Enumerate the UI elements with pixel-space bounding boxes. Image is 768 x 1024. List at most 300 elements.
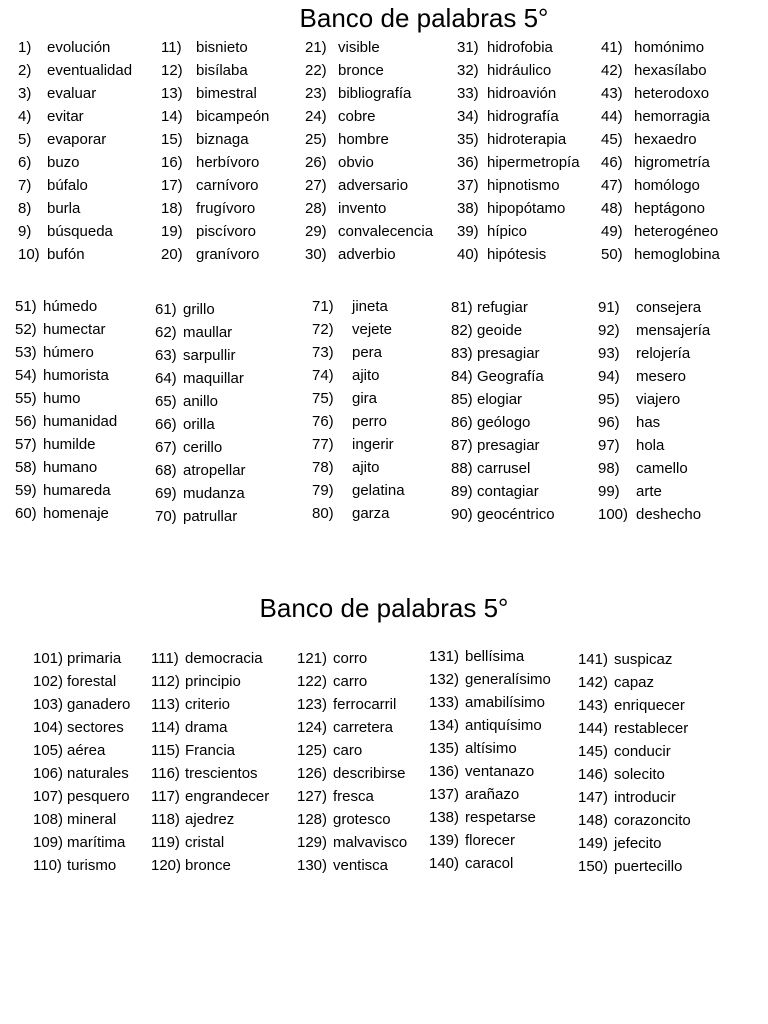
item-number: 142) [578,674,609,691]
item-word: herbívoro [196,154,260,171]
item-number: 118) [151,811,180,828]
list-item [297,854,407,877]
list-item [578,694,691,717]
item-word: mudanza [183,485,245,502]
word-column [155,298,246,528]
item-word: Francia [185,742,236,759]
list-item [297,647,407,670]
list-item [15,502,117,525]
list-item [297,693,407,716]
item-number: 29) [305,223,327,240]
item-number: 84) [451,368,473,385]
item-number: 77) [312,436,334,453]
list-item [312,479,405,502]
item-word: higrometría [634,154,710,171]
word-column [598,296,710,526]
item-number: 45) [601,131,623,148]
item-number: 28) [305,200,327,217]
item-number: 105) [33,742,64,759]
item-number: 100) [598,506,629,523]
item-number: 90) [451,506,473,523]
item-number: 58) [15,459,37,476]
item-number: 22) [305,62,327,79]
word-column [451,296,555,526]
item-word: jineta [352,298,388,315]
item-number: 71) [312,298,334,315]
list-item [578,740,691,763]
item-word: sectores [67,719,124,736]
item-number: 53) [15,344,37,361]
item-number: 117) [151,788,180,805]
item-word: hombre [338,131,389,148]
item-word: marítima [67,834,126,851]
item-word: evaluar [47,85,97,102]
item-word: bibliografía [338,85,412,102]
list-item [297,670,407,693]
item-word: hola [636,437,665,454]
list-item [598,388,710,411]
list-item [598,480,710,503]
item-word: bimestral [196,85,257,102]
list-item [15,295,117,318]
item-number: 31) [457,39,479,56]
item-word: orilla [183,416,215,433]
list-item [161,151,269,174]
list-item [151,693,269,716]
list-item [18,197,132,220]
item-word: primaria [67,650,122,667]
item-number: 64) [155,370,177,387]
item-word: evolución [47,39,111,56]
item-word: bicampeón [196,108,270,125]
list-item [578,717,691,740]
item-number: 19) [161,223,183,240]
item-word: ganadero [67,696,131,713]
list-item [312,341,405,364]
item-word: jefecito [614,835,662,852]
item-word: humilde [43,436,96,453]
item-number: 102) [33,673,64,690]
item-word: ajito [352,459,380,476]
list-item [451,434,555,457]
item-word: convalecencia [338,223,434,240]
item-word: introducir [614,789,676,806]
item-word: refugiar [477,299,528,316]
list-item [451,296,555,319]
item-word: búfalo [47,177,88,194]
list-item [155,436,246,459]
list-item [601,197,720,220]
list-item [151,762,269,785]
list-item [451,388,555,411]
item-word: contagiar [477,483,539,500]
item-word: homenaje [43,505,109,522]
item-word: piscívoro [196,223,257,240]
item-word: carretera [333,719,394,736]
item-number: 141) [578,651,609,668]
item-number: 120) [151,857,182,874]
list-item [161,197,269,220]
item-word: trescientos [185,765,258,782]
word-column [151,647,269,877]
list-item [578,671,691,694]
list-item [578,832,691,855]
item-number: 75) [312,390,334,407]
item-word: eventualidad [47,62,133,79]
list-item [598,342,710,365]
list-item [161,220,269,243]
item-word: turismo [67,857,117,874]
item-number: 108) [33,811,64,828]
word-column [312,295,405,525]
item-word: humano [43,459,98,476]
item-word: deshecho [636,506,702,523]
item-word: vejete [352,321,393,338]
item-word: naturales [67,765,129,782]
item-number: 93) [598,345,620,362]
item-number: 134) [429,717,460,734]
item-number: 145) [578,743,609,760]
item-number: 41) [601,39,623,56]
list-item [33,762,130,785]
item-number: 94) [598,368,620,385]
list-item [15,387,117,410]
item-word: buzo [47,154,80,171]
item-word: húmedo [43,298,98,315]
item-word: biznaga [196,131,249,148]
list-item [601,243,720,266]
list-item [601,59,720,82]
list-item [578,763,691,786]
item-word: arte [636,483,662,500]
item-number: 85) [451,391,473,408]
list-item [429,852,551,875]
page-title: Banco de palabras 5° [299,3,549,33]
item-number: 48) [601,200,623,217]
item-word: caro [333,742,363,759]
item-word: antiquísimo [465,717,542,734]
item-word: ventanazo [465,763,535,780]
item-number: 107) [33,788,64,805]
list-item [155,482,246,505]
list-item [15,341,117,364]
list-item [151,831,269,854]
list-item [305,243,433,266]
list-item [457,243,580,266]
item-number: 137) [429,786,460,803]
item-word: atropellar [183,462,246,479]
item-number: 121) [297,650,328,667]
item-number: 15) [161,131,183,148]
item-word: heterogéneo [634,223,719,240]
item-word: humorista [43,367,109,384]
list-item [18,151,132,174]
item-number: 104) [33,719,64,736]
list-item [457,59,580,82]
list-item [161,243,269,266]
list-item [312,295,405,318]
item-word: hidroterapia [487,131,567,148]
list-item [33,854,130,877]
list-item [312,364,405,387]
item-number: 2) [18,62,32,79]
word-column [601,36,720,266]
word-column [18,36,132,266]
item-word: cristal [185,834,225,851]
item-word: hidrofobia [487,39,553,56]
item-number: 72) [312,321,334,338]
item-word: Geografía [477,368,544,385]
list-item [457,105,580,128]
item-word: mesero [636,368,687,385]
list-item [429,668,551,691]
item-word: perro [352,413,388,430]
item-word: fresca [333,788,374,805]
list-item [18,220,132,243]
item-number: 67) [155,439,177,456]
list-item [151,785,269,808]
item-word: visible [338,39,380,56]
item-number: 21) [305,39,327,56]
list-item [151,739,269,762]
item-number: 30) [305,246,327,263]
list-item [601,82,720,105]
item-number: 49) [601,223,623,240]
item-number: 101) [33,650,64,667]
item-word: hipótesis [487,246,547,263]
item-number: 16) [161,154,183,171]
item-number: 63) [155,347,177,364]
list-item [429,806,551,829]
list-item [15,479,117,502]
item-word: viajero [636,391,681,408]
list-item [155,344,246,367]
item-number: 14) [161,108,183,125]
item-number: 112) [151,673,180,690]
list-item [598,411,710,434]
list-item [578,855,691,878]
item-number: 32) [457,62,479,79]
item-word: homónimo [634,39,705,56]
list-item [598,457,710,480]
item-number: 27) [305,177,327,194]
list-item [601,128,720,151]
item-number: 135) [429,740,460,757]
item-number: 4) [18,108,32,125]
item-number: 1) [18,39,32,56]
item-word: ventisca [333,857,389,874]
item-number: 116) [151,765,180,782]
item-word: sarpullir [183,347,236,364]
item-number: 51) [15,298,37,315]
list-item [297,831,407,854]
item-number: 150) [578,858,609,875]
item-number: 99) [598,483,620,500]
item-number: 132) [429,671,460,688]
item-word: altísimo [465,740,517,757]
item-number: 35) [457,131,479,148]
list-item [457,197,580,220]
item-word: pesquero [67,788,130,805]
list-item [457,82,580,105]
item-number: 46) [601,154,623,171]
item-number: 125) [297,742,328,759]
item-word: geocéntrico [477,506,555,523]
item-number: 20) [161,246,183,263]
item-number: 122) [297,673,328,690]
item-word: gelatina [352,482,405,499]
item-word: carro [333,673,368,690]
item-word: grotesco [333,811,391,828]
item-number: 37) [457,177,479,194]
item-number: 98) [598,460,620,477]
item-word: consejera [636,299,702,316]
item-number: 80) [312,505,334,522]
item-number: 26) [305,154,327,171]
list-item [155,413,246,436]
list-item [18,59,132,82]
item-word: carnívoro [196,177,259,194]
list-item [578,786,691,809]
item-word: capaz [614,674,655,691]
word-column [578,648,691,878]
word-column [297,647,407,877]
item-number: 33) [457,85,479,102]
list-item [18,105,132,128]
list-item [155,298,246,321]
list-item [155,321,246,344]
list-item [457,128,580,151]
item-number: 43) [601,85,623,102]
item-number: 130) [297,857,328,874]
list-item [305,128,433,151]
list-item [429,737,551,760]
item-word: hexaedro [634,131,697,148]
list-item [578,809,691,832]
section-title: Banco de palabras 5° [259,593,509,623]
list-item [601,174,720,197]
item-word: garza [352,505,390,522]
item-word: enriquecer [614,697,685,714]
item-word: forestal [67,673,117,690]
item-word: has [636,414,661,431]
item-number: 34) [457,108,479,125]
list-item [598,365,710,388]
list-item [15,456,117,479]
item-word: anillo [183,393,219,410]
list-item [33,831,130,854]
list-item [161,36,269,59]
item-word: hemorragia [634,108,710,125]
item-word: maquillar [183,370,244,387]
item-word: bronce [185,857,231,874]
item-number: 78) [312,459,334,476]
item-number: 115) [151,742,180,759]
item-word: invento [338,200,387,217]
item-number: 109) [33,834,64,851]
list-item [33,693,130,716]
item-number: 3) [18,85,32,102]
item-word: conducir [614,743,671,760]
list-item [18,82,132,105]
item-word: hemoglobina [634,246,720,263]
list-item [305,36,433,59]
item-number: 61) [155,301,177,318]
item-number: 113) [151,696,180,713]
item-number: 13) [161,85,183,102]
list-item [161,59,269,82]
item-word: hipopótamo [487,200,566,217]
item-number: 24) [305,108,327,125]
list-item [305,151,433,174]
item-word: hidrografía [487,108,559,125]
item-number: 74) [312,367,334,384]
item-number: 106) [33,765,64,782]
list-item [305,105,433,128]
list-item [312,433,405,456]
item-number: 91) [598,299,620,316]
item-number: 147) [578,789,609,806]
item-word: hexasílabo [634,62,707,79]
item-number: 44) [601,108,623,125]
list-item [429,691,551,714]
item-number: 124) [297,719,328,736]
word-column [457,36,580,266]
item-word: geoide [477,322,523,339]
list-item [305,197,433,220]
item-number: 50) [601,246,623,263]
item-number: 5) [18,131,32,148]
item-word: mineral [67,811,117,828]
item-word: hidroavión [487,85,557,102]
item-number: 79) [312,482,334,499]
item-word: puertecillo [614,858,683,875]
item-word: solecito [614,766,665,783]
item-word: bufón [47,246,85,263]
item-word: ajito [352,367,380,384]
item-word: grillo [183,301,215,318]
item-number: 17) [161,177,183,194]
word-column [161,36,269,266]
list-item [451,503,555,526]
item-number: 138) [429,809,460,826]
list-item [151,716,269,739]
item-word: carrusel [477,460,531,477]
item-number: 144) [578,720,609,737]
list-item [457,220,580,243]
item-word: presagiar [477,345,540,362]
item-word: bronce [338,62,384,79]
item-number: 136) [429,763,460,780]
item-number: 128) [297,811,328,828]
item-word: arañazo [465,786,520,803]
list-item [33,808,130,831]
item-number: 25) [305,131,327,148]
list-item [33,670,130,693]
item-word: patrullar [183,508,238,525]
item-word: ferrocarril [333,696,397,713]
list-item [151,854,269,877]
list-item [155,390,246,413]
list-item [429,645,551,668]
item-word: bellísima [465,648,525,665]
item-number: 59) [15,482,37,499]
item-word: ingerir [352,436,394,453]
item-word: aérea [67,742,106,759]
item-word: camello [636,460,688,477]
item-number: 114) [151,719,180,736]
list-item [305,59,433,82]
